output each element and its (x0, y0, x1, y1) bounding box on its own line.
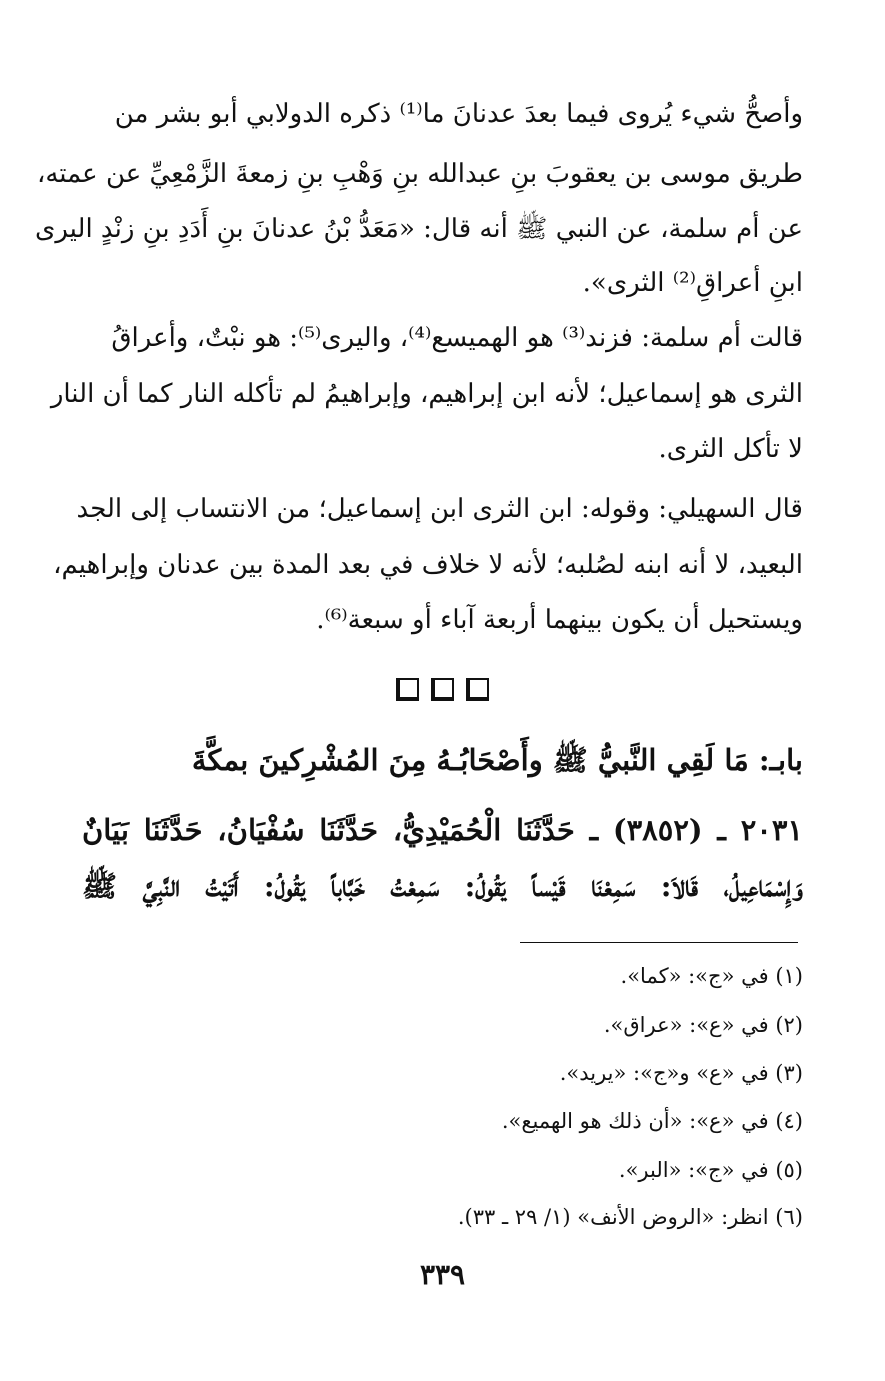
body-line-7: لا تأكل الثرى. (658, 434, 803, 464)
page-number: ٣٣٩ (419, 1258, 466, 1291)
hadith-line-1: ٢٠٣١ ـ (٣٨٥٢) ـ حَدَّثَنَا الْحُمَيْدِيُّ، حَدَّثَنَا سُفْيَانُ، حَدَّثَنَا بَيَانٌ (82, 813, 803, 847)
divider-square-icon (466, 678, 489, 701)
footnote-3: (٣) في «ع» و«ج»: «يريد». (559, 1061, 803, 1085)
footnote-5: (٥) في «ج»: «البر». (618, 1158, 803, 1182)
body-line-2: طريق موسى بن يعقوبَ بنِ عبدالله بنِ وَهْبِ بنِ زمعةَ الزَّمْعِيِّ عن عمته، (36, 159, 803, 189)
section-divider (0, 678, 885, 705)
body-line-9: البعيد، لا أنه ابنه لصُلبه؛ لأنه لا خلاف في بعد المدة بين عدنان وإبراهيم، (53, 550, 803, 580)
footnote-separator (520, 942, 798, 943)
footnote-6: (٦) انظر: «الروض الأنف» (١/ ٢٩ ـ ٣٣). (457, 1205, 803, 1229)
footnote-1: (١) في «ج»: «كما». (620, 964, 803, 988)
chapter-heading: بابـ: مَا لَقِي النَّبيُّ ﷺ وأَصْحَابُـهُ مِنَ المُشْرِكينَ بمكَّةَ (191, 743, 803, 777)
body-line-6: الثرى هو إسماعيل؛ لأنه ابن إبراهيم، وإبراهيمُ لم تأكله النار كما أن النار (50, 379, 803, 409)
divider-square-icon (431, 678, 454, 701)
body-line-10: ويستحيل أن يكون بينهما أربعة آباء أو سبعة⁽⁶⁾. (316, 605, 803, 635)
body-line-1: وأصحُّ شيء يُروى فيما بعدَ عدنانَ ما⁽¹⁾ ذكره الدولابي أبو بشر من (114, 99, 803, 129)
body-line-5: قالت أم سلمة: فزند⁽³⁾ هو الهميسع⁽⁴⁾، واليرى⁽⁵⁾: هو نبْتٌ، وأعراقُ (111, 323, 803, 353)
body-line-4: ابنِ أعراقِ⁽²⁾ الثرى». (582, 268, 803, 298)
body-line-3: عن أم سلمة، عن النبي ﷺ أنه قال: «مَعَدُّ بْنُ عدنانَ بنِ أَدَدِ بنِ زنْدٍ اليرى (34, 214, 803, 244)
divider-square-icon (396, 678, 419, 701)
footnote-4: (٤) في «ع»: «أن ذلك هو الهميع». (501, 1109, 803, 1133)
body-line-8: قال السهيلي: وقوله: ابن الثرى ابن إسماعيل؛ من الانتساب إلى الجد (76, 494, 803, 524)
footnote-2: (٢) في «ع»: «عراق». (603, 1013, 803, 1037)
hadith-line-2: وَإِسْمَاعِيلُ، قَالاَ: سَمِعْنَا قَيْساً يَقُولُ: سَمِعْتُ خَبَّاباً يَقُولُ: أَتَيْتُ النَّبِيَّ ﷺ (82, 869, 803, 903)
